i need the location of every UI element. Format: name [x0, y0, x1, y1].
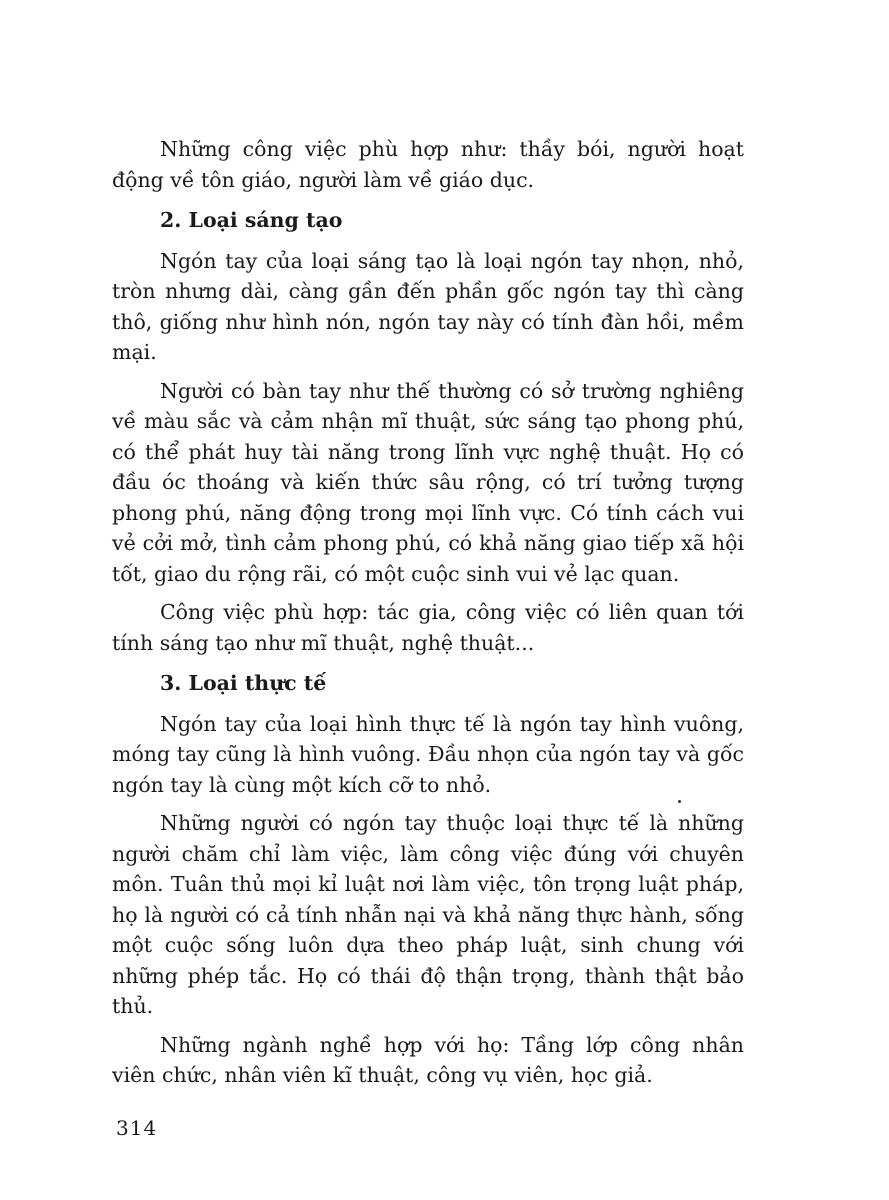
section-3-heading: 3. Loại thực tế: [160, 671, 327, 695]
section-2-paragraph-3: Công việc phù hợp: tác gia, công việc có liên quan tới tính sáng tạo như mĩ thuật, nghệ thuật...: [112, 600, 744, 655]
section-2-paragraph-2: Người có bàn tay như thế thường có sở trường nghiêng về màu sắc và cảm nhận mĩ thuật, sức sáng tạo phong phú, có thể phát huy tài năng trong lĩnh vực nghệ thuật. Họ có đầu óc thoáng và kiến thức sâu rộng, có trí tưởng tượng phong phú, năng động trong mọi lĩnh vực. Có tính cách vui vẻ cởi mở, tình cảm phong phú, có khả năng giao tiếp xã hội tốt, giao du rộng rãi, có một cuộc sinh vui vẻ lạc quan.: [112, 378, 744, 586]
page-body: [112, 134, 744, 1099]
section-2-heading: 2. Loại sáng tạo: [160, 208, 343, 232]
section-2-paragraph-1: Ngón tay của loại sáng tạo là loại ngón tay nhọn, nhỏ, tròn nhưng dài, càng gần đến phần gốc ngón tay thì càng thô, giống như hình nón, ngón tay này có tính đàn hồi, mềm mại.: [112, 248, 744, 364]
page-number: 314: [116, 1116, 158, 1140]
section-3-paragraph-2: Những người có ngón tay thuộc loại thực tế là những người chăm chỉ làm việc, làm công việc đúng với chuyên môn. Tuân thủ mọi kỉ luật nơi làm việc, tôn trọng luật pháp, họ là người có cả tính nhẫn nại và khả năng thực hành, sống một cuộc sống luôn dựa theo pháp luật, sinh chung với những phép tắc. Họ có thái độ thận trọng, thành thật bảo thủ.: [112, 811, 744, 1018]
print-speck: [678, 800, 681, 803]
section-3-paragraph-1: Ngón tay của loại hình thực tế là ngón tay hình vuông, móng tay cũng là hình vuông. Đầu nhọn của ngón tay và gốc ngón tay là cùng một kích cỡ to nhỏ.: [112, 711, 744, 797]
intro-paragraph: Những công việc phù hợp như: thầy bói, người hoạt động về tôn giáo, người làm về giáo dục.: [112, 137, 744, 192]
section-3-paragraph-3: Những ngành nghề hợp với họ: Tầng lớp công nhân viên chức, nhân viên kĩ thuật, công vụ viên, học giả.: [112, 1032, 744, 1087]
